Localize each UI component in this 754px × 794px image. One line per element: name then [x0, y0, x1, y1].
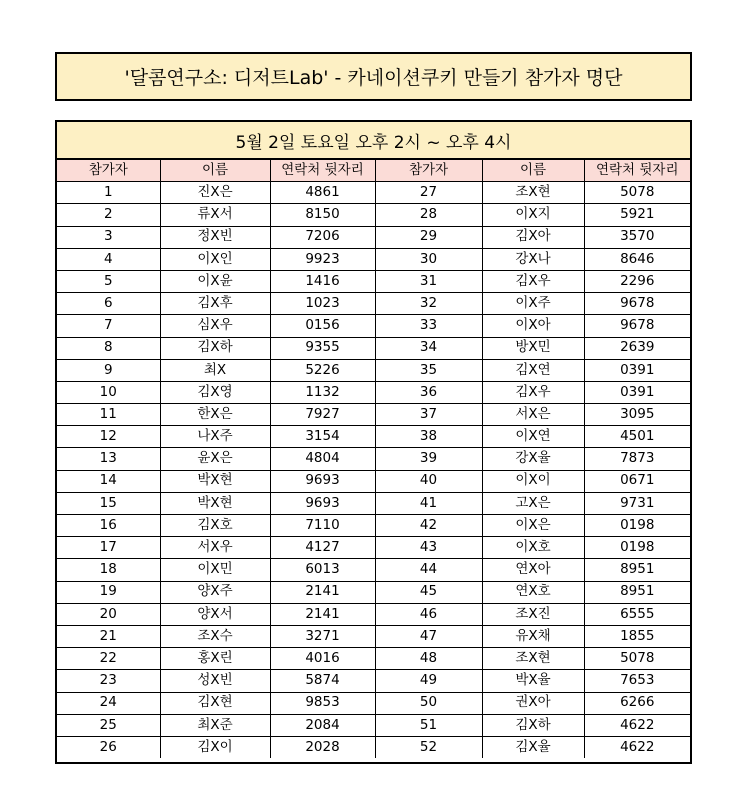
contact-digits: 1855 — [584, 625, 690, 647]
participant-number: 10 — [57, 381, 160, 403]
participant-number: 26 — [57, 736, 160, 758]
participant-sheet — [55, 120, 692, 764]
participant-number: 15 — [57, 492, 160, 514]
participant-name: 김X하 — [482, 714, 584, 736]
table-row — [57, 515, 690, 537]
participant-number: 46 — [375, 603, 482, 625]
contact-digits: 4622 — [584, 714, 690, 736]
contact-digits: 8150 — [270, 204, 375, 226]
contact-digits: 8646 — [584, 248, 690, 270]
contact-digits: 7110 — [270, 515, 375, 537]
table-row — [57, 648, 690, 670]
participant-name: 홍X린 — [160, 648, 270, 670]
participant-name: 박X현 — [160, 492, 270, 514]
participant-name: 강X나 — [482, 248, 584, 270]
table-row — [57, 714, 690, 736]
participant-name: 서X은 — [482, 404, 584, 426]
contact-digits: 0198 — [584, 515, 690, 537]
participant-name: 양X주 — [160, 581, 270, 603]
participant-number: 23 — [57, 670, 160, 692]
contact-digits: 6266 — [584, 692, 690, 714]
contact-digits: 0198 — [584, 537, 690, 559]
participant-name: 방X민 — [482, 337, 584, 359]
participant-name: 성X빈 — [160, 670, 270, 692]
contact-digits: 0391 — [584, 381, 690, 403]
table-row — [57, 293, 690, 315]
participant-name: 이X이 — [482, 470, 584, 492]
participant-name: 유X채 — [482, 625, 584, 647]
table-row — [57, 426, 690, 448]
participant-name: 박X현 — [160, 470, 270, 492]
participant-name: 김X율 — [482, 736, 584, 758]
participant-number: 44 — [375, 559, 482, 581]
participant-number: 49 — [375, 670, 482, 692]
participant-number: 51 — [375, 714, 482, 736]
contact-digits: 2141 — [270, 603, 375, 625]
contact-digits: 5921 — [584, 204, 690, 226]
participant-number: 12 — [57, 426, 160, 448]
participant-number: 42 — [375, 515, 482, 537]
participant-name: 이X윤 — [160, 270, 270, 292]
contact-digits: 3570 — [584, 226, 690, 248]
contact-digits: 5078 — [584, 182, 690, 204]
contact-digits: 8951 — [584, 559, 690, 581]
participant-number: 17 — [57, 537, 160, 559]
participant-number: 38 — [375, 426, 482, 448]
participant-number: 18 — [57, 559, 160, 581]
participant-name: 윤X은 — [160, 448, 270, 470]
participant-number: 48 — [375, 648, 482, 670]
participant-name: 이X지 — [482, 204, 584, 226]
contact-digits: 9923 — [270, 248, 375, 270]
participant-number: 39 — [375, 448, 482, 470]
contact-digits: 6555 — [584, 603, 690, 625]
participant-number: 30 — [375, 248, 482, 270]
participant-name: 김X우 — [482, 381, 584, 403]
table-row — [57, 404, 690, 426]
table-row — [57, 270, 690, 292]
table-row — [57, 581, 690, 603]
participant-name: 김X연 — [482, 359, 584, 381]
participant-name: 이X호 — [482, 537, 584, 559]
participant-number: 40 — [375, 470, 482, 492]
participant-name: 김X현 — [160, 692, 270, 714]
participant-name: 양X서 — [160, 603, 270, 625]
table-row — [57, 470, 690, 492]
header-contact-left: 연락처 뒷자리 — [270, 160, 375, 182]
table-row — [57, 359, 690, 381]
table-row — [57, 492, 690, 514]
participant-number: 32 — [375, 293, 482, 315]
contact-digits: 7873 — [584, 448, 690, 470]
participant-name: 이X연 — [482, 426, 584, 448]
contact-digits: 4804 — [270, 448, 375, 470]
contact-digits: 4622 — [584, 736, 690, 758]
contact-digits: 2639 — [584, 337, 690, 359]
page-title-text: '달콤연구소: 디저트Lab' - 카네이션쿠키 만들기 참가자 명단 — [124, 67, 623, 89]
table-row — [57, 381, 690, 403]
participant-name: 권X아 — [482, 692, 584, 714]
participant-number: 6 — [57, 293, 160, 315]
contact-digits: 4501 — [584, 426, 690, 448]
table-row — [57, 559, 690, 581]
contact-digits: 9731 — [584, 492, 690, 514]
participant-name: 조X진 — [482, 603, 584, 625]
participant-number: 45 — [375, 581, 482, 603]
participant-name: 한X은 — [160, 404, 270, 426]
participant-number: 27 — [375, 182, 482, 204]
participant-number: 21 — [57, 625, 160, 647]
participant-name: 김X우 — [482, 270, 584, 292]
contact-digits: 9678 — [584, 293, 690, 315]
contact-digits: 1023 — [270, 293, 375, 315]
contact-digits: 5078 — [584, 648, 690, 670]
header-row — [57, 160, 690, 182]
participant-number: 47 — [375, 625, 482, 647]
contact-digits: 3095 — [584, 404, 690, 426]
participant-name: 나X주 — [160, 426, 270, 448]
contact-digits: 7206 — [270, 226, 375, 248]
participant-number: 8 — [57, 337, 160, 359]
participant-number: 35 — [375, 359, 482, 381]
participant-number: 5 — [57, 270, 160, 292]
contact-digits: 3271 — [270, 625, 375, 647]
session-text: 5월 2일 토요일 오후 2시 ~ 오후 4시 — [235, 132, 512, 153]
participant-number: 33 — [375, 315, 482, 337]
participant-name: 정X빈 — [160, 226, 270, 248]
participant-name: 진X은 — [160, 182, 270, 204]
participant-name: 고X은 — [482, 492, 584, 514]
contact-digits: 9693 — [270, 470, 375, 492]
contact-digits: 4127 — [270, 537, 375, 559]
table-row — [57, 692, 690, 714]
participant-number: 37 — [375, 404, 482, 426]
table-row — [57, 204, 690, 226]
participant-number: 16 — [57, 515, 160, 537]
table-row — [57, 670, 690, 692]
contact-digits: 1132 — [270, 381, 375, 403]
participant-number: 3 — [57, 226, 160, 248]
participant-number: 4 — [57, 248, 160, 270]
participant-number: 34 — [375, 337, 482, 359]
contact-digits: 6013 — [270, 559, 375, 581]
participant-name: 서X우 — [160, 537, 270, 559]
contact-digits: 2296 — [584, 270, 690, 292]
contact-digits: 4861 — [270, 182, 375, 204]
participant-name: 김X호 — [160, 515, 270, 537]
participant-name: 이X은 — [482, 515, 584, 537]
participant-name: 이X민 — [160, 559, 270, 581]
contact-digits: 2028 — [270, 736, 375, 758]
contact-digits: 1416 — [270, 270, 375, 292]
contact-digits: 3154 — [270, 426, 375, 448]
header-number-left: 참가자 — [57, 160, 160, 182]
participant-name: 연X아 — [482, 559, 584, 581]
contact-digits: 9853 — [270, 692, 375, 714]
table-row — [57, 248, 690, 270]
participant-number: 14 — [57, 470, 160, 492]
contact-digits: 2141 — [270, 581, 375, 603]
table-row — [57, 226, 690, 248]
participant-name: 류X서 — [160, 204, 270, 226]
participant-name: 이X인 — [160, 248, 270, 270]
participant-name: 조X수 — [160, 625, 270, 647]
contact-digits: 7927 — [270, 404, 375, 426]
contact-digits: 9678 — [584, 315, 690, 337]
session-header — [57, 122, 690, 160]
participant-name: 최X — [160, 359, 270, 381]
participant-number: 22 — [57, 648, 160, 670]
participant-table — [57, 160, 690, 758]
participant-number: 41 — [375, 492, 482, 514]
participant-number: 20 — [57, 603, 160, 625]
participant-number: 31 — [375, 270, 482, 292]
table-row — [57, 537, 690, 559]
participant-name: 김X후 — [160, 293, 270, 315]
table-row — [57, 736, 690, 758]
participant-name: 김X하 — [160, 337, 270, 359]
participant-name: 이X아 — [482, 315, 584, 337]
header-contact-right: 연락처 뒷자리 — [584, 160, 690, 182]
participant-name: 심X우 — [160, 315, 270, 337]
participant-name: 김X아 — [482, 226, 584, 248]
contact-digits: 8951 — [584, 581, 690, 603]
participant-number: 7 — [57, 315, 160, 337]
contact-digits: 4016 — [270, 648, 375, 670]
table-row — [57, 625, 690, 647]
participant-number: 25 — [57, 714, 160, 736]
header-name-right: 이름 — [482, 160, 584, 182]
participant-name: 연X호 — [482, 581, 584, 603]
participant-name: 박X율 — [482, 670, 584, 692]
participant-name: 강X율 — [482, 448, 584, 470]
contact-digits: 2084 — [270, 714, 375, 736]
table-row — [57, 182, 690, 204]
contact-digits: 5226 — [270, 359, 375, 381]
participant-number: 11 — [57, 404, 160, 426]
participant-name: 조X현 — [482, 648, 584, 670]
contact-digits: 5874 — [270, 670, 375, 692]
header-name-left: 이름 — [160, 160, 270, 182]
table-row — [57, 337, 690, 359]
participant-number: 43 — [375, 537, 482, 559]
table-row — [57, 315, 690, 337]
table-row — [57, 603, 690, 625]
table-row — [57, 448, 690, 470]
participant-number: 50 — [375, 692, 482, 714]
participant-number: 13 — [57, 448, 160, 470]
participant-number: 9 — [57, 359, 160, 381]
participant-number: 52 — [375, 736, 482, 758]
participant-number: 2 — [57, 204, 160, 226]
participant-number: 28 — [375, 204, 482, 226]
participant-number: 24 — [57, 692, 160, 714]
participant-name: 김X영 — [160, 381, 270, 403]
page-title — [55, 52, 692, 101]
participant-number: 29 — [375, 226, 482, 248]
participant-name: 조X현 — [482, 182, 584, 204]
participant-name: 이X주 — [482, 293, 584, 315]
participant-name: 김X이 — [160, 736, 270, 758]
participant-number: 1 — [57, 182, 160, 204]
contact-digits: 9693 — [270, 492, 375, 514]
contact-digits: 0156 — [270, 315, 375, 337]
participant-number: 36 — [375, 381, 482, 403]
contact-digits: 7653 — [584, 670, 690, 692]
contact-digits: 0391 — [584, 359, 690, 381]
contact-digits: 9355 — [270, 337, 375, 359]
contact-digits: 0671 — [584, 470, 690, 492]
participant-number: 19 — [57, 581, 160, 603]
participant-name: 최X준 — [160, 714, 270, 736]
header-number-right: 참가자 — [375, 160, 482, 182]
